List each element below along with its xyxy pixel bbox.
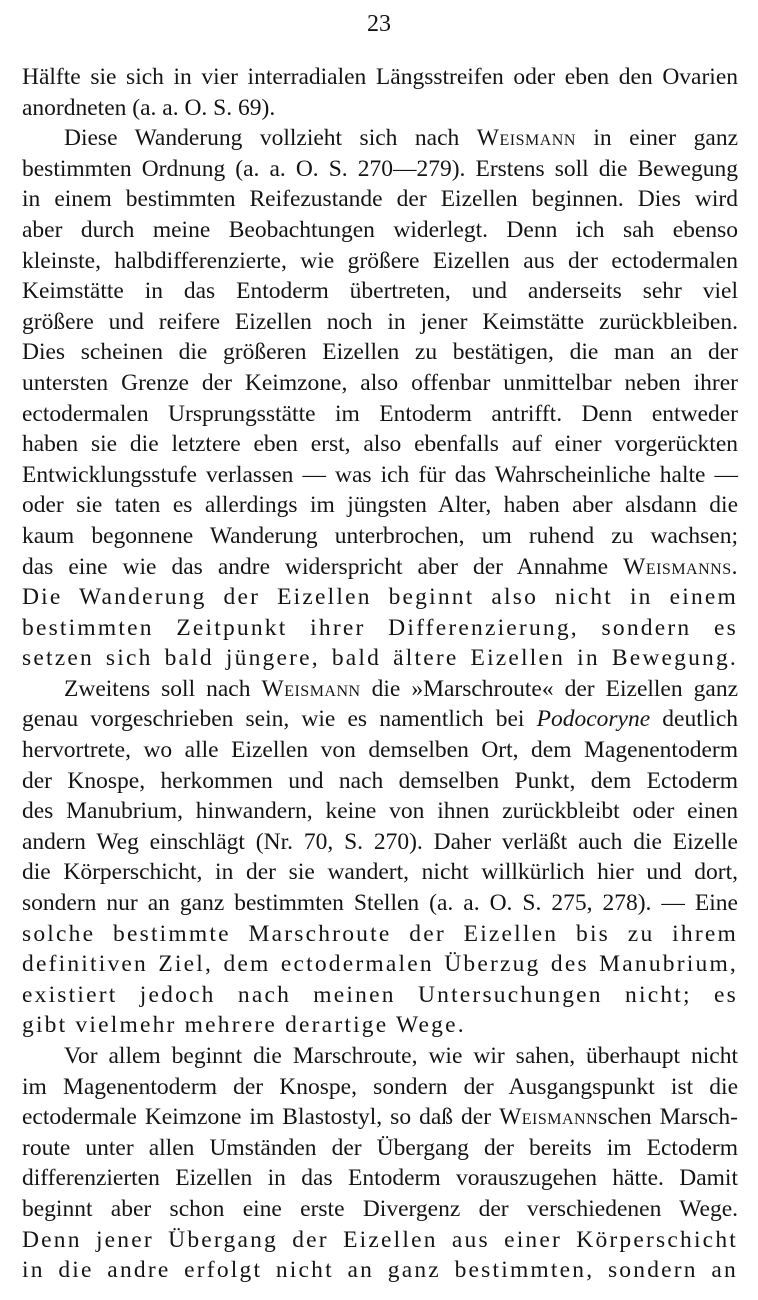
text-segment: gibt vielmehr mehrere derartige Wege. bbox=[22, 1012, 466, 1039]
text-line bbox=[22, 93, 738, 124]
text-segment: existiert jedoch nach meinen Untersuchungen nicht; es bbox=[22, 981, 738, 1008]
text-line bbox=[22, 123, 738, 154]
text-segment: die Körperschicht, in der sie wandert, nicht willkürlich hier und dort, bbox=[22, 859, 738, 886]
text-line bbox=[22, 888, 738, 919]
text-line bbox=[22, 246, 738, 277]
text-segment: Die Wanderung der Eizellen beginnt also nicht in einem bbox=[22, 584, 738, 611]
text-line bbox=[22, 1072, 738, 1103]
text-segment: untersten Grenze der Keimzone, also offenbar unmittelbar neben ihrer bbox=[22, 369, 738, 396]
author-name: Weismanns. bbox=[623, 553, 738, 580]
text-line bbox=[22, 399, 738, 430]
text-segment: ectodermalen Ursprungsstätte im Entoderm antrifft. Denn entweder bbox=[22, 400, 738, 427]
text-line bbox=[22, 429, 738, 460]
text-segment: andern Weg einschlägt (Nr. 70, S. 270). Daher verläßt auch die Eizelle bbox=[22, 828, 738, 855]
page-number: 23 bbox=[367, 11, 391, 37]
text-segment: route unter allen Umständen der Übergang der bereits im Ectoderm bbox=[22, 1134, 738, 1161]
text-line bbox=[22, 796, 738, 827]
text-segment: die »Marschroute« der Eizellen ganz bbox=[360, 675, 738, 702]
text-segment: Keimstätte in das Entoderm übertreten, und anderseits sehr viel bbox=[22, 278, 738, 305]
text-segment: in einem bestimmten Reifezustande der Eizellen beginnen. Dies wird bbox=[22, 186, 738, 213]
text-segment: bestimmten Ordnung (a. a. O. S. 270—279). Erstens soll die Bewegung bbox=[22, 155, 738, 182]
text-line bbox=[22, 552, 738, 583]
text-line bbox=[22, 1194, 738, 1225]
text-segment: schen Marsch- bbox=[598, 1104, 738, 1131]
text-segment: solche bestimmte Marschroute der Eizellen bis zu ihrem bbox=[22, 920, 738, 947]
genus-name: Podocoryne bbox=[536, 706, 651, 733]
text-segment: Vor allem beginnt die Marschroute, wie wir sahen, überhaupt nicht bbox=[64, 1043, 738, 1069]
text-segment: im Magenentoderm der Knospe, sondern der Ausgangspunkt ist die bbox=[22, 1073, 738, 1100]
text-segment: deutlich bbox=[650, 706, 738, 733]
author-name: Weismann bbox=[499, 1104, 599, 1131]
text-segment: in die andre erfolgt nicht an ganz bestimmten, sondern an bbox=[22, 1257, 738, 1284]
text-line bbox=[22, 613, 738, 644]
text-line bbox=[22, 62, 738, 93]
text-line bbox=[22, 460, 738, 491]
text-line bbox=[22, 1010, 738, 1041]
text-line bbox=[22, 582, 738, 613]
text-segment: anordneten (a. a. O. S. 69). bbox=[22, 94, 276, 121]
text-segment: Entwicklungsstufe verlassen — was ich für das Wahrscheinliche halte — bbox=[22, 461, 738, 488]
text-line bbox=[22, 276, 738, 307]
text-line bbox=[22, 827, 738, 858]
text-segment: oder sie taten es allerdings im jüngsten Alter, haben aber alsdann die bbox=[22, 492, 738, 519]
text-line bbox=[22, 735, 738, 766]
text-line bbox=[22, 307, 738, 338]
text-line bbox=[22, 674, 738, 705]
text-segment: das eine wie das andre widerspricht aber der Annahme bbox=[22, 553, 624, 580]
text-segment: Dies scheinen die größeren Eizellen zu bestätigen, die man an der bbox=[22, 339, 738, 366]
text-segment: aber durch meine Beobachtungen widerlegt. Denn ich sah ebenso bbox=[22, 216, 738, 243]
text-line bbox=[22, 337, 738, 368]
text-line bbox=[22, 521, 738, 552]
text-segment: Diese Wanderung vollzieht sich nach bbox=[64, 125, 477, 152]
text-line bbox=[22, 215, 738, 246]
text-segment: differenzierten Eizellen in das Entoderm vorauszugehen hätte. Damit bbox=[22, 1165, 738, 1192]
text-segment: der Knospe, herkommen und nach demselben Punkt, dem Ectoderm bbox=[22, 767, 738, 794]
text-segment: genau vorgeschrieben sein, wie es namentlich bei bbox=[22, 706, 537, 733]
text-segment: kaum begonnene Wanderung unterbrochen, um ruhend zu wachsen; bbox=[22, 522, 738, 549]
text-line bbox=[22, 1133, 738, 1164]
body-text bbox=[22, 62, 738, 1286]
text-segment: ectodermale Keimzone im Blastostyl, so daß der bbox=[22, 1104, 500, 1131]
text-segment: sondern nur an ganz bestimmten Stellen (a. a. O. S. 275, 278). — Eine bbox=[22, 890, 738, 917]
text-line bbox=[22, 1102, 738, 1133]
text-segment: hervortrete, wo alle Eizellen von demselben Ort, dem Magenentoderm bbox=[22, 737, 738, 764]
text-segment: des Manubrium, hinwandern, keine von ihnen zurückbleibt oder einen bbox=[22, 798, 738, 825]
text-segment: setzen sich bald jüngere, bald ältere Eizellen in Bewegung. bbox=[22, 645, 738, 672]
text-segment: in einer ganz bbox=[575, 125, 738, 152]
text-line bbox=[22, 1225, 738, 1256]
text-line bbox=[22, 919, 738, 950]
text-segment: definitiven Ziel, dem ectodermalen Überzug des Manubrium, bbox=[22, 951, 738, 978]
text-line bbox=[22, 490, 738, 521]
text-segment: Zweitens soll nach bbox=[64, 675, 262, 702]
text-line bbox=[22, 949, 738, 980]
text-line bbox=[22, 643, 738, 674]
text-line bbox=[22, 1041, 738, 1072]
author-name: Weismann bbox=[261, 675, 361, 702]
text-segment: größere und reifere Eizellen noch in jener Keimstätte zurückbleiben. bbox=[22, 308, 738, 335]
text-line bbox=[22, 1255, 738, 1286]
text-segment: bestimmten Zeitpunkt ihrer Differenzierung, sondern es bbox=[22, 614, 738, 641]
text-line bbox=[22, 857, 738, 888]
author-name: Weismann bbox=[476, 125, 576, 152]
text-line bbox=[22, 1163, 738, 1194]
text-segment: haben sie die letztere eben erst, also ebenfalls auf einer vorgerückten bbox=[22, 431, 738, 458]
text-segment: Hälfte sie sich in vier interradialen Längsstreifen oder eben den Ovarien bbox=[22, 64, 738, 90]
text-segment: Denn jener Übergang der Eizellen aus einer Körperschicht bbox=[22, 1226, 738, 1253]
text-line bbox=[22, 766, 738, 797]
text-line bbox=[22, 184, 738, 215]
text-segment: kleinste, halbdifferenzierte, wie größere Eizellen aus der ectodermalen bbox=[22, 247, 738, 274]
text-segment: beginnt aber schon eine erste Divergenz der verschiedenen Wege. bbox=[22, 1195, 738, 1222]
text-line bbox=[22, 368, 738, 399]
text-line bbox=[22, 154, 738, 185]
text-line bbox=[22, 704, 738, 735]
text-line bbox=[22, 980, 738, 1011]
